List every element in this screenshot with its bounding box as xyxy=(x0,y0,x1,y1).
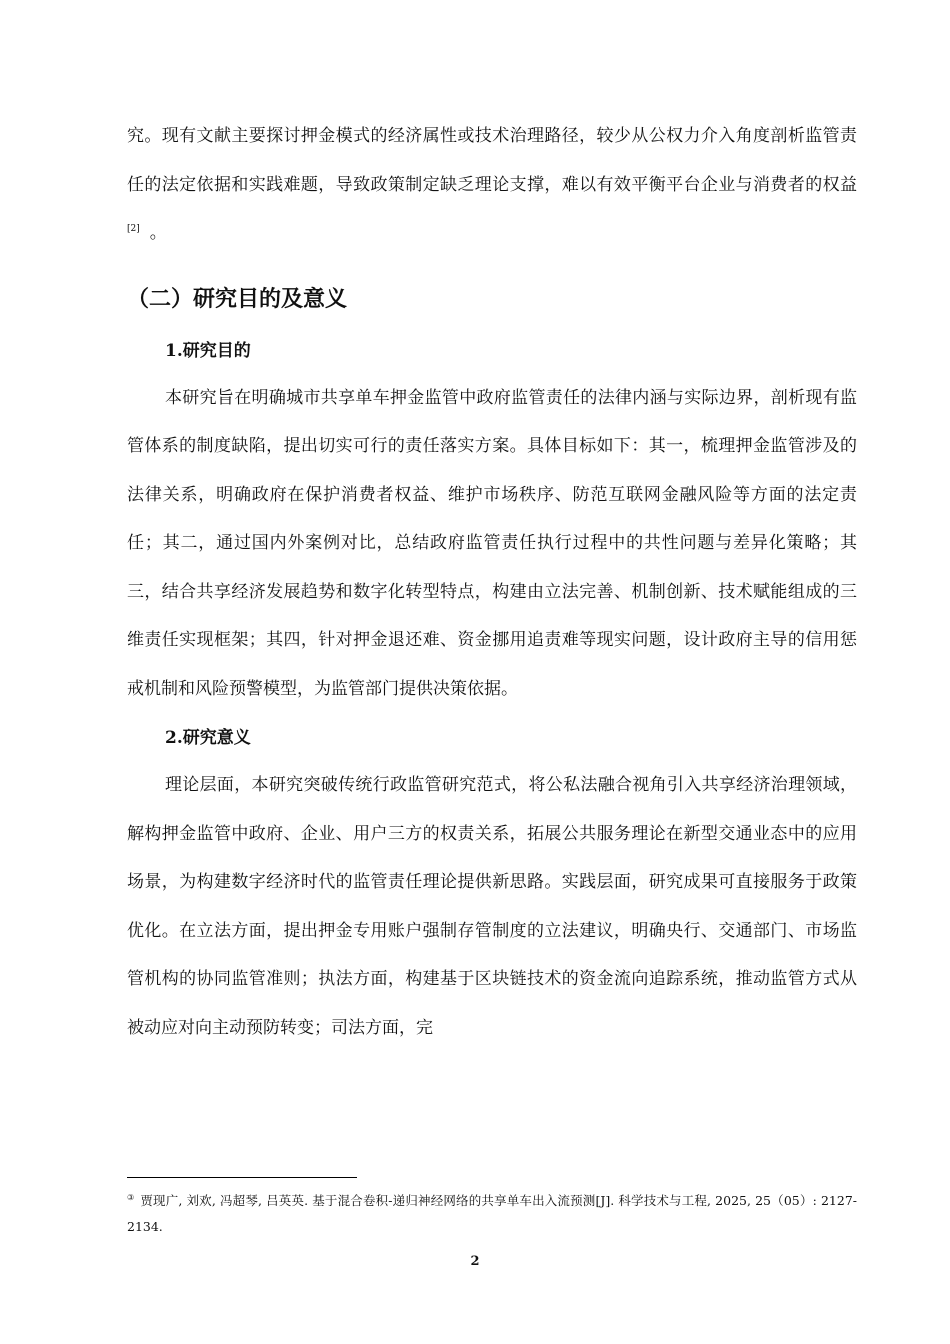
purpose-heading: 1.研究目的 xyxy=(165,340,251,361)
section-title: （二）研究目的及意义 xyxy=(127,286,348,312)
footnote-divider xyxy=(127,1177,357,1178)
page-content xyxy=(127,112,857,1052)
footnote-text: 贾现广, 刘欢, 冯超琴, 吕英英. 基于混合卷积-递归神经网络的共享单车出入流预测[J]. 科学技术与工程, 2025, 25（05）: 2127-2134. xyxy=(127,1193,858,1234)
significance-paragraph: 理论层面，本研究突破传统行政监管研究范式，将公私法融合视角引入共享经济治理领域，解构押金监管中政府、企业、用户三方的权责关系，拓展公共服务理论在新型交通业态中的应用场景，为构建数字经济时代的监管责任理论提供新思路。实践层面，研究成果可直接服务于政策优化。在立法方面，提出押金专用账户强制存管制度的立法建议，明确央行、交通部门、市场监管机构的协同监管准则；执法方面，构建基于区块链技术的资金流向追踪系统，推动监管方式从被动应对向主动预防转变；司法方面，完 xyxy=(127,775,857,1038)
significance-heading: 2.研究意义 xyxy=(165,728,251,748)
footnote xyxy=(127,1188,857,1240)
footnote-marker: ③ xyxy=(127,1193,135,1202)
page-number: 2 xyxy=(470,1254,480,1269)
purpose-paragraph: 本研究旨在明确城市共享单车押金监管中政府监管责任的法律内涵与实际边界，剖析现有监管体系的制度缺陷，提出切实可行的责任落实方案。具体目标如下：其一，梳理押金监管涉及的法律关系，明确政府在保护消费者权益、维护市场秩序、防范互联网金融风险等方面的法定责任；其二，通过国内外案例对比，总结政府监管责任执行过程中的共性问题与差异化策略；其三，结合共享经济发展趋势和数字化转型特点，构建由立法完善、机制创新、技术赋能组成的三维责任实现框架；其四，针对押金退还难、资金挪用追责难等现实问题，设计政府主导的信用惩戒机制和风险预警模型，为监管部门提供决策依据。 xyxy=(127,387,857,699)
citation-ref: [2] xyxy=(127,224,140,234)
intro-text: 究。现有文献主要探讨押金模式的经济属性或技术治理路径，较少从公权力介入角度剖析监管责任的法定依据和实践难题，导致政策制定缺乏理论支撑，难以有效平衡平台企业与消费者的权益 xyxy=(127,126,857,195)
intro-tail: 。 xyxy=(149,223,167,243)
intro-paragraph xyxy=(127,112,857,258)
